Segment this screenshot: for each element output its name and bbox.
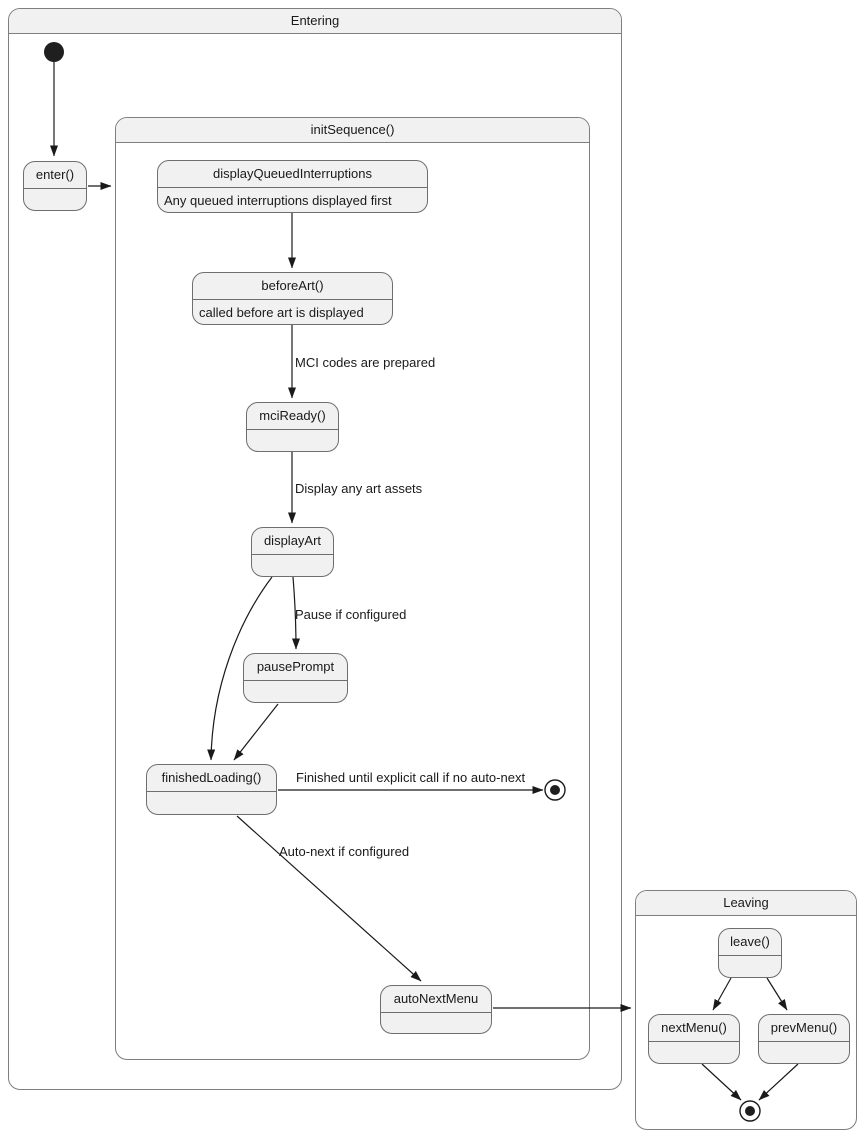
composite-state-init-sequence-title: initSequence() bbox=[116, 118, 589, 143]
state-mci-ready bbox=[246, 402, 339, 452]
state-finished-loading-body bbox=[147, 791, 276, 814]
state-before-art bbox=[192, 272, 393, 325]
state-display-queued-interruptions-body: Any queued interruptions displayed first bbox=[158, 187, 427, 212]
state-finished-loading-title: finishedLoading() bbox=[161, 770, 262, 785]
state-display-art-body bbox=[252, 554, 333, 576]
state-before-art-title: beforeArt() bbox=[261, 278, 324, 293]
state-leave bbox=[718, 928, 782, 978]
state-auto-next-menu-title: autoNextMenu bbox=[393, 991, 479, 1006]
state-mci-ready-title: mciReady() bbox=[259, 408, 326, 423]
state-enter-title: enter() bbox=[35, 167, 75, 182]
edge-label-pause: Pause if configured bbox=[295, 607, 407, 622]
edge-label-mci-codes: MCI codes are prepared bbox=[295, 355, 436, 370]
composite-state-entering-title: Entering bbox=[9, 9, 621, 34]
edge-label-auto-next: Auto-next if configured bbox=[279, 844, 410, 859]
state-auto-next-menu bbox=[380, 985, 492, 1034]
state-mci-ready-body bbox=[247, 429, 338, 451]
state-enter bbox=[23, 161, 87, 211]
edge-label-finished: Finished until explicit call if no auto-next bbox=[296, 770, 526, 785]
edge-label-display-assets: Display any art assets bbox=[295, 481, 423, 496]
composite-state-leaving-title: Leaving bbox=[636, 891, 856, 916]
state-next-menu-body bbox=[649, 1041, 739, 1063]
state-before-art-body: called before art is displayed bbox=[193, 299, 392, 324]
state-enter-body bbox=[24, 188, 86, 210]
state-leave-body bbox=[719, 955, 781, 977]
state-display-queued-interruptions bbox=[157, 160, 428, 213]
state-prev-menu-body bbox=[759, 1041, 849, 1063]
state-prev-menu bbox=[758, 1014, 850, 1064]
state-display-art-title: displayArt bbox=[263, 533, 322, 548]
state-pause-prompt-title: pausePrompt bbox=[256, 659, 335, 674]
composite-state-init-sequence bbox=[115, 117, 590, 1060]
state-auto-next-menu-body bbox=[381, 1012, 491, 1033]
state-display-queued-interruptions-title: displayQueuedInterruptions bbox=[213, 166, 372, 181]
state-pause-prompt-body bbox=[244, 680, 347, 702]
state-leave-title: leave() bbox=[730, 934, 770, 949]
composite-state-leaving bbox=[635, 890, 857, 1130]
state-display-art bbox=[251, 527, 334, 577]
state-prev-menu-title: prevMenu() bbox=[770, 1020, 838, 1035]
state-next-menu bbox=[648, 1014, 740, 1064]
state-pause-prompt bbox=[243, 653, 348, 703]
state-next-menu-title: nextMenu() bbox=[661, 1020, 727, 1035]
state-finished-loading bbox=[146, 764, 277, 815]
